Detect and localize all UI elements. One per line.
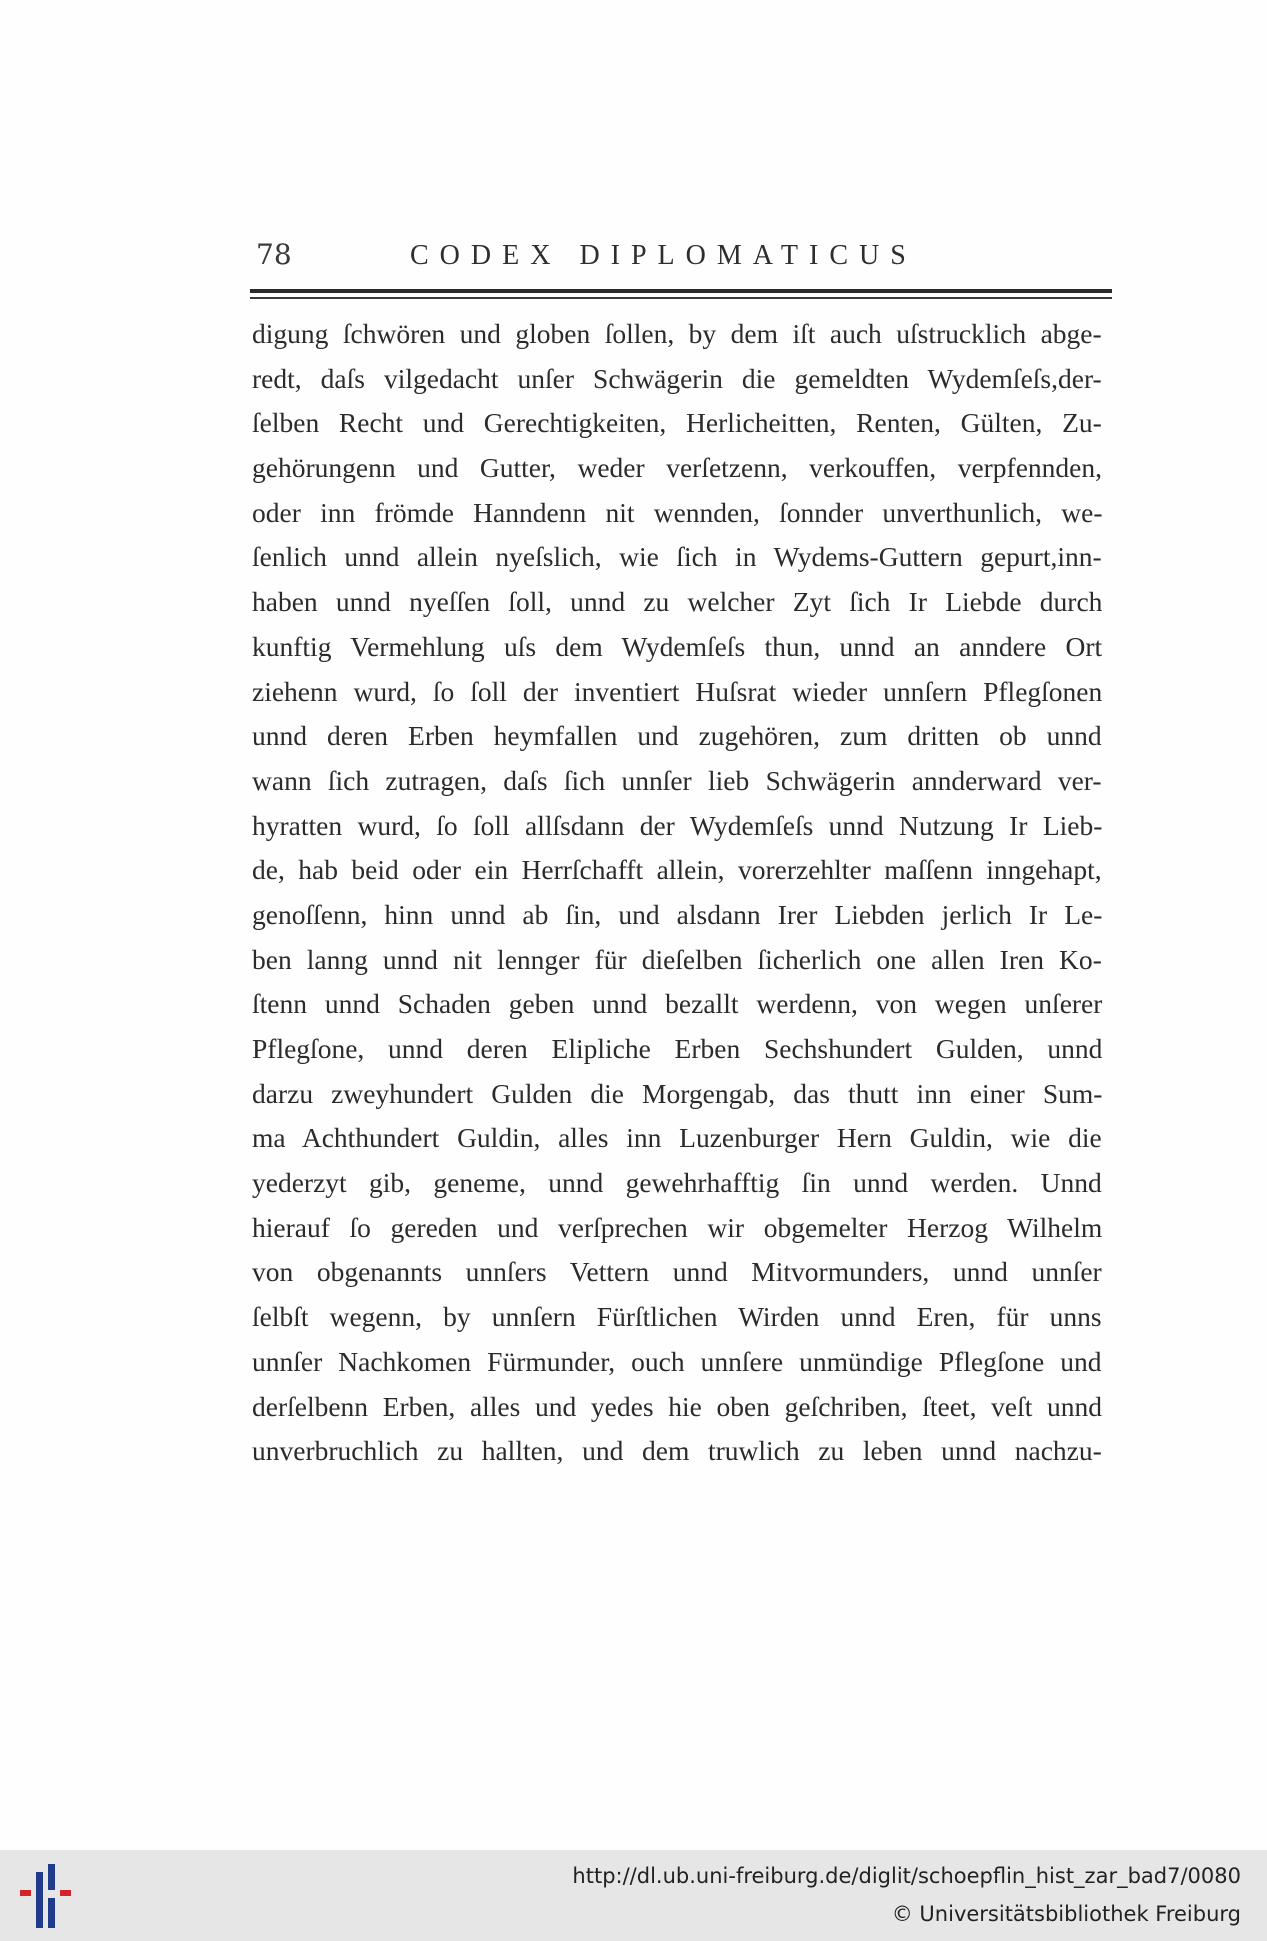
text-line: unverbruchlich zu hallten, und dem truwlich zu leben unnd nachzu- [252,1435,1102,1467]
text-line: hyratten wurd, ſo ſoll allſsdann der Wydemſeſs unnd Nutzung Ir Lieb- [252,809,1102,841]
page-number: 78 [256,238,292,271]
text-line: genoſſenn, hinn unnd ab ſin, und alsdann Irer Liebden jerlich Ir Le- [252,898,1102,930]
text-line: wann ſich zutragen, daſs ſich unnſer lieb Schwägerin annderward ver- [252,764,1102,796]
text-line: unnſer Nachkomen Fürmunder, ouch unnſere unmündige Pflegſone und [252,1345,1102,1377]
text-line: de, hab beid oder ein Herrſchafft allein, vorerzehlter maſſenn inngehapt, [252,854,1102,886]
copyright-notice: © Universitätsbibliothek Freiburg [891,1902,1241,1926]
ub-freiburg-logo-icon[interactable] [14,1860,84,1932]
viewer-footer [0,1850,1267,1941]
text-line: darzu zweyhundert Gulden die Morgengab, das thutt inn einer Sum- [252,1077,1102,1109]
body-text [252,312,1102,1474]
text-line: redt, daſs vilgedacht unſer Schwägerin die gemeldten Wydemſeſs,der- [252,362,1102,394]
text-line: yederzyt gib, geneme, unnd gewehrhafftig ſin unnd werden. Unnd [252,1167,1102,1199]
page-header [250,232,1112,276]
text-line: ſenlich unnd allein nyeſslich, wie ſich in Wydems-Guttern gepurt,inn- [252,541,1102,573]
text-line: hierauf ſo gereden und verſprechen wir obgemelter Herzog Wilhelm [252,1211,1102,1243]
text-line: unnd deren Erben heymfallen und zugehören, zum dritten ob unnd [252,720,1102,752]
running-title: CODEX DIPLOMATICUS [410,240,917,271]
text-line: ſelben Recht und Gerechtigkeiten, Herlicheitten, Renten, Gülten, Zu- [252,407,1102,439]
page-url-link[interactable]: http://dl.ub.uni-freiburg.de/diglit/schoepflin_hist_zar_bad7/0080 [572,1864,1241,1888]
text-line: haben unnd nyeſſen ſoll, unnd zu welcher Zyt ſich Ir Liebde durch [252,586,1102,618]
header-rule-thin [250,297,1112,299]
header-rule-thick [250,289,1112,293]
text-line: derſelbenn Erben, alles und yedes hie oben geſchriben, ſteet, veſt unnd [252,1390,1102,1422]
text-line: gehörungenn und Gutter, weder verſetzenn, verkouffen, verpfennden, [252,452,1102,484]
text-line: ma Achthundert Guldin, alles inn Luzenburger Hern Guldin, wie die [252,1122,1102,1154]
text-line: Pflegſone, unnd deren Elipliche Erben Sechshundert Gulden, unnd [252,1033,1102,1064]
text-line: von obgenannts unnſers Vettern unnd Mitvormunders, unnd unnſer [252,1256,1102,1288]
text-line: oder inn frömde Hanndenn nit wennden, ſonnder unverthunlich, we- [252,496,1102,528]
text-line: digung ſchwören und globen ſollen, by dem iſt auch uſstrucklich abge- [252,318,1102,349]
text-line: ſelbſt wegenn, by unnſern Fürſtlichen Wirden unnd Eren, für unns [252,1301,1102,1333]
text-line: ziehenn wurd, ſo ſoll der inventiert Huſsrat wieder unnſern Pflegſonen [252,675,1102,707]
text-line: ſtenn unnd Schaden geben unnd bezallt werdenn, von wegen unſerer [252,988,1102,1020]
text-line: ben lanng unnd nit lennger für dieſelben ſicherlich one allen Iren Ko- [252,943,1102,975]
text-line: kunftig Vermehlung uſs dem Wydemſeſs thun, unnd an anndere Ort [252,630,1102,662]
